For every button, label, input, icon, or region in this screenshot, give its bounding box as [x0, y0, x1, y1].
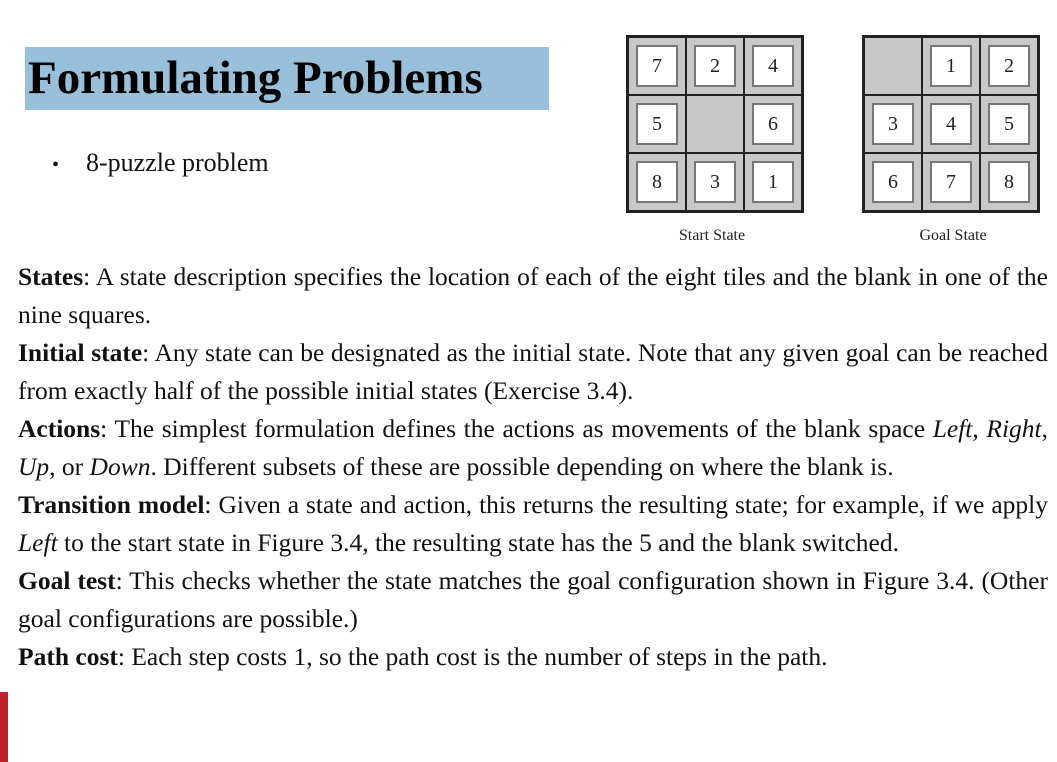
tile: 1: [930, 45, 972, 87]
tile: 4: [930, 103, 972, 145]
separator: , or: [49, 451, 90, 481]
grid-cell: [628, 95, 686, 153]
tile: 2: [988, 45, 1030, 87]
definition-transition-model: [18, 486, 1048, 561]
term-label: Transition model: [18, 490, 205, 519]
definition-text: : This checks whether the state matches the goal configuration shown in Figure 3.4. (Other goal configurations are possible.): [18, 566, 1048, 633]
definition-text: : Each step costs 1, so the path cost is the number of steps in the path.: [117, 642, 828, 671]
tile: 8: [988, 161, 1030, 203]
grid-cell: [686, 37, 744, 95]
start-state-caption: Start State: [678, 227, 746, 244]
separator: ,: [1041, 414, 1049, 443]
grid-cell: [628, 37, 686, 95]
definition-text: : A state description specifies the location of each of the eight tiles and the blank in one of the nine squares.: [18, 262, 1048, 329]
goal-state-caption: Goal State: [919, 227, 987, 244]
action-left: Left: [18, 527, 58, 557]
term-label: Actions: [18, 414, 101, 443]
definition-actions: [18, 410, 1048, 485]
definition-states: [18, 258, 1048, 333]
tile: 7: [930, 161, 972, 203]
grid-cell: [864, 95, 922, 153]
term-label: Initial state: [18, 338, 143, 367]
action-up: Up: [18, 451, 50, 481]
definition-goal-test: [18, 562, 1048, 637]
grid-cell: [980, 37, 1038, 95]
bullet-icon: •: [52, 154, 60, 176]
definition-text: . Different subsets of these are possible depending on where the blank is.: [150, 451, 894, 481]
accent-bar: [0, 692, 8, 762]
blank-cell: [864, 37, 922, 95]
tile: 3: [694, 161, 736, 203]
grid-cell: [864, 153, 922, 211]
grid-cell: [628, 153, 686, 211]
grid-cell: [744, 95, 802, 153]
action-left: Left: [932, 414, 973, 443]
bullet-text: 8-puzzle problem: [86, 148, 269, 177]
tile: 7: [636, 45, 678, 87]
grid-cell: [686, 153, 744, 211]
definition-path-cost: [18, 638, 1048, 676]
action-down: Down: [89, 451, 151, 481]
tile: 5: [988, 103, 1030, 145]
tile: 5: [636, 103, 678, 145]
tile: 8: [636, 161, 678, 203]
definitions-text: [18, 258, 1048, 677]
slide-title: Formulating Problems: [25, 47, 549, 110]
separator: ,: [972, 414, 987, 443]
bullet-item: [52, 146, 269, 182]
definition-text: : Any state can be designated as the initial state. Note that any given goal can be reached from exactly half of the possible initial states (Exercise 3.4).: [18, 338, 1048, 405]
grid-cell: [922, 37, 980, 95]
tile: 3: [872, 103, 914, 145]
tile: 4: [752, 45, 794, 87]
grid-cell: [980, 95, 1038, 153]
grid-cell: [744, 153, 802, 211]
tile: 2: [694, 45, 736, 87]
tile: 6: [872, 161, 914, 203]
term-label: Goal test: [18, 566, 116, 595]
tile: 1: [752, 161, 794, 203]
blank-cell: [686, 95, 744, 153]
start-state-grid: [626, 35, 804, 213]
definition-initial-state: [18, 334, 1048, 409]
grid-cell: [922, 95, 980, 153]
goal-state-grid: [862, 35, 1040, 213]
grid-cell: [922, 153, 980, 211]
tile: 6: [752, 103, 794, 145]
definition-text: : Given a state and action, this returns the resulting state; for example, if we apply: [204, 490, 1048, 519]
term-label: States: [18, 262, 84, 291]
term-label: Path cost: [18, 642, 118, 671]
action-right: Right: [986, 414, 1042, 443]
definition-text: : The simplest formulation defines the actions as movements of the blank space: [100, 414, 933, 443]
grid-cell: [744, 37, 802, 95]
definition-text: to the start state in Figure 3.4, the resulting state has the 5 and the blank switched.: [57, 527, 899, 557]
grid-cell: [980, 153, 1038, 211]
